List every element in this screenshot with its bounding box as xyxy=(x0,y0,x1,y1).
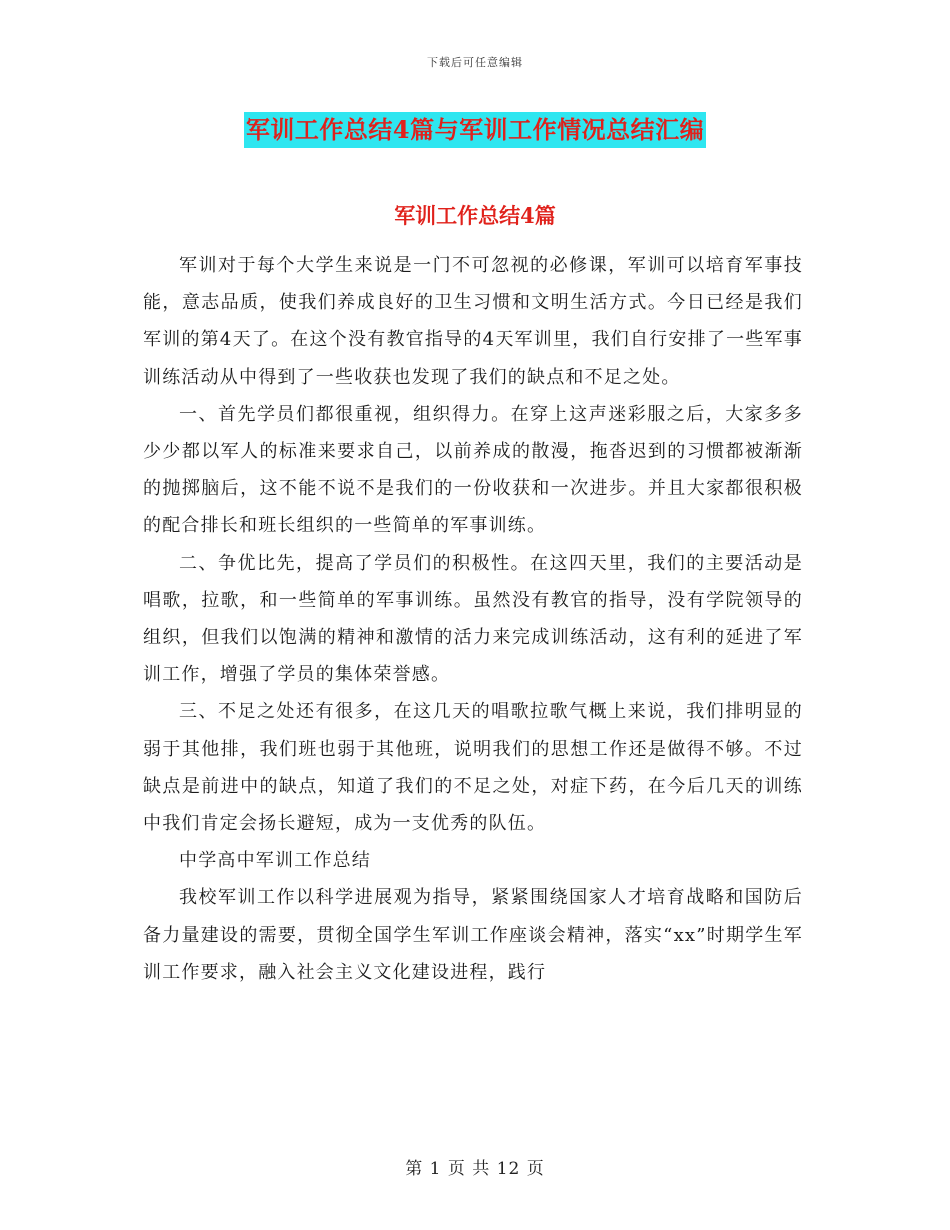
paragraph: 三、不足之处还有很多，在这几天的唱歌拉歌气概上来说，我们排明显的弱于其他排，我们班也弱于其他班，说明我们的思想工作还是做得不够。不过缺点是前进中的缺点，知道了我们的不足之处，对症下药，在今后几天的训练中我们肯定会扬长避短，成为一支优秀的队伍。 xyxy=(143,701,803,835)
main-title: 军训工作总结4篇与军训工作情况总结汇编 xyxy=(244,112,706,148)
document-body xyxy=(143,247,803,991)
section-title: 军训工作总结4篇 xyxy=(394,203,556,228)
paragraph: 二、争优比先，提高了学员们的积极性。在这四天里，我们的主要活动是唱歌，拉歌，和一些简单的军事训练。虽然没有教官的指导，没有学院领导的组织，但我们以饱满的精神和激情的活力来完成训练活动，这有利的延进了军训工作，增强了学员的集体荣誉感。 xyxy=(143,552,803,686)
page-footer: 第 1 页 共 12 页 xyxy=(405,1159,545,1179)
paragraph: 一、首先学员们都很重视，组织得力。在穿上这声迷彩服之后，大家多多少少都以军人的标准来要求自己，以前养成的散漫，拖沓迟到的习惯都被渐渐的抛掷脑后，这不能不说不是我们的一份收获和一次进步。并且大家都很积极的配合排长和班长组织的一些简单的军事训练。 xyxy=(143,403,803,537)
header-note: 下载后可任意编辑 xyxy=(427,56,523,69)
paragraph: 我校军训工作以科学进展观为指导，紧紧围绕国家人才培育战略和国防后备力量建设的需要，贯彻全国学生军训工作座谈会精神，落实“xx”时期学生军训工作要求，融入社会主义文化建设进程，践行 xyxy=(143,887,803,983)
paragraph-heading: 中学高中军训工作总结 xyxy=(179,850,371,872)
paragraph: 军训对于每个大学生来说是一门不可忽视的必修课，军训可以培育军事技能，意志品质，使我们养成良好的卫生习惯和文明生活方式。今日已经是我们军训的第4天了。在这个没有教官指导的4天军训里，我们自行安排了一些军事训练活动从中得到了一些收获也发现了我们的缺点和不足之处。 xyxy=(143,255,803,388)
main-title-container xyxy=(0,112,950,148)
